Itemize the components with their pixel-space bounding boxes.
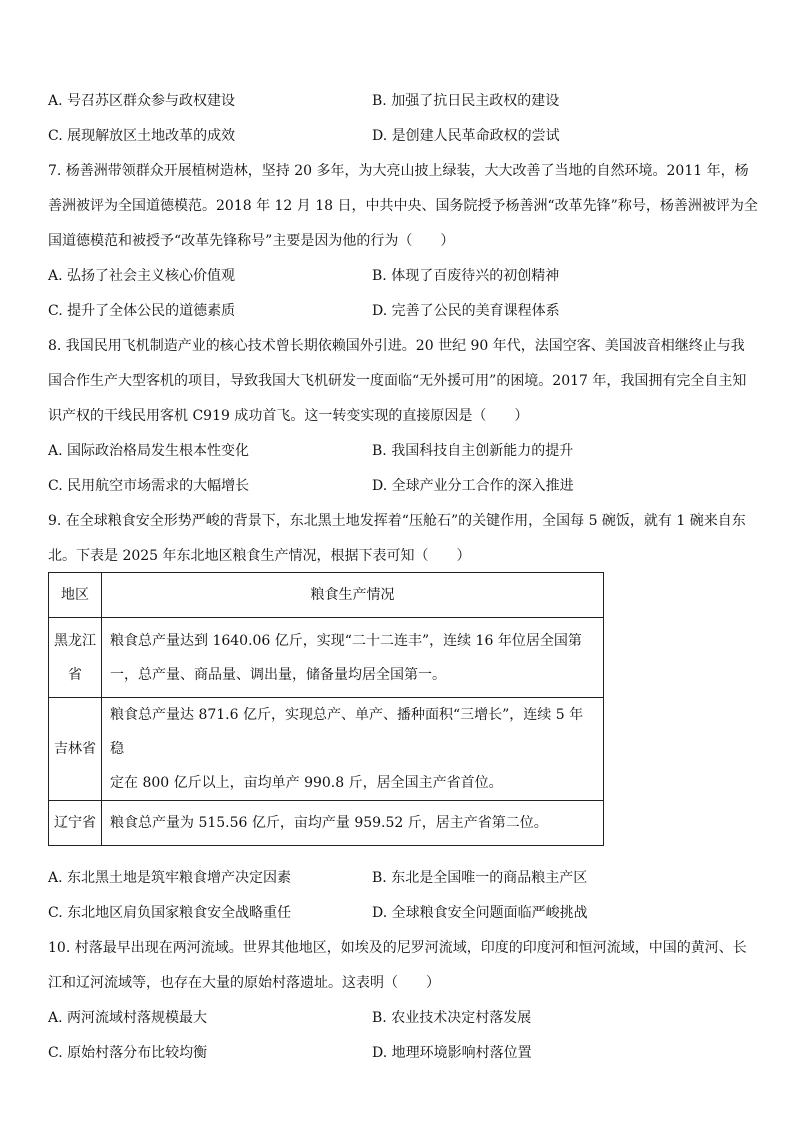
q8-option-b: B. 我国科技自主创新能力的提升	[372, 443, 574, 459]
grain-production-table	[48, 572, 604, 846]
q10-option-d: D. 地理环境影响村落位置	[372, 1045, 532, 1061]
table-cell-region	[49, 801, 102, 846]
q7-stem-line-2: 善洲被评为全国道德模范。2018 年 12 月 18 日，中共中央、国务院授予杨善洲“改革先锋”称号，杨善洲被评为全	[48, 198, 758, 214]
q8-option-d: D. 全球产业分工合作的深入推进	[372, 478, 574, 494]
q9-option-c: C. 东北地区肩负国家粮食安全战略重任	[48, 905, 292, 921]
table-row	[49, 698, 604, 801]
table-cell-desc	[102, 618, 604, 698]
table-cell-region	[49, 618, 102, 698]
table-header-production: 粮食生产情况	[102, 573, 604, 618]
desc-line: 粮食总产量为 515.56 亿斤，亩均产量 959.52 斤，居主产省第二位。	[110, 815, 548, 831]
region-line: 吉林省	[54, 741, 96, 757]
q6-option-c: C. 展现解放区土地改革的成效	[48, 128, 236, 144]
desc-line: 粮食总产量达 871.6 亿斤，实现总产、单产、播种面积“三增长”，连续 5 年稳	[110, 707, 584, 757]
q10-stem-line-1: 10. 村落最早出现在两河流域。世界其他地区，如埃及的尼罗河流域，印度的印度河和恒河流域，中国的黄河、长	[48, 940, 747, 956]
q8-stem-line-1: 8. 我国民用飞机制造产业的核心技术曾长期依赖国外引进。20 世纪 90 年代，法国空客、美国波音相继终止与我	[48, 338, 745, 354]
region-line: 辽宁省	[54, 815, 96, 831]
desc-line: 一，总产量、商品量、调出量，储备量均居全国第一。	[110, 666, 446, 683]
q10-stem-line-2: 江和辽河流域等，也存在大量的原始村落遗址。这表明（ ）	[48, 975, 440, 991]
q9-stem-line-2: 北。下表是 2025 年东北地区粮食生产情况，根据下表可知（ ）	[48, 548, 471, 564]
q10-option-a: A. 两河流域村落规模最大	[48, 1010, 208, 1026]
table-row	[49, 618, 604, 698]
q6-option-d: D. 是创建人民革命政权的尝试	[372, 128, 560, 144]
table-cell-desc	[102, 801, 604, 846]
q6-option-a: A. 号召苏区群众参与政权建设	[48, 93, 236, 109]
region-line: 黑龙江	[54, 632, 96, 649]
q7-option-a: A. 弘扬了社会主义核心价值观	[48, 268, 236, 284]
table-header-region: 地区	[49, 573, 102, 618]
table-header-row	[49, 573, 604, 618]
table-cell-region	[49, 698, 102, 801]
region-line: 省	[68, 666, 82, 683]
q8-option-a: A. 国际政治格局发生根本性变化	[48, 443, 250, 459]
q8-option-c: C. 民用航空市场需求的大幅增长	[48, 478, 250, 494]
desc-line: 定在 800 亿斤以上，亩均单产 990.8 斤，居全国主产省首位。	[110, 775, 503, 791]
q9-option-b: B. 东北是全国唯一的商品粮主产区	[372, 870, 588, 886]
q7-option-d: D. 完善了公民的美育课程体系	[372, 303, 560, 319]
q7-option-b: B. 体现了百废待兴的初创精神	[372, 268, 560, 284]
q8-stem-line-3: 识产权的干线民用客机 C919 成功首飞。这一转变实现的直接原因是（ ）	[48, 408, 529, 424]
table-row	[49, 801, 604, 846]
q9-stem-line-1: 9. 在全球粮食安全形势严峻的背景下，东北黑土地发挥着“压舱石”的关键作用，全国每 5 碗饭，就有 1 碗来自东	[48, 513, 746, 529]
desc-line: 粮食总产量达到 1640.06 亿斤，实现“二十二连丰”，连续 16 年位居全国第	[110, 632, 582, 649]
q9-option-a: A. 东北黑土地是筑牢粮食增产决定因素	[48, 870, 292, 886]
table-cell-desc	[102, 698, 604, 801]
q7-stem-line-3: 国道德模范和被授予“改革先锋称号”主要是因为他的行为（ ）	[48, 233, 455, 249]
q7-stem-line-1: 7. 杨善洲带领群众开展植树造林，坚持 20 多年，为大亮山披上绿装，大大改善了当地的自然环境。2011 年，杨	[48, 163, 749, 179]
q7-option-c: C. 提升了全体公民的道德素质	[48, 303, 236, 319]
q6-option-b: B. 加强了抗日民主政权的建设	[372, 93, 560, 109]
q9-option-d: D. 全球粮食安全问题面临严峻挑战	[372, 905, 588, 921]
q10-option-b: B. 农业技术决定村落发展	[372, 1010, 532, 1026]
q8-stem-line-2: 国合作生产大型客机的项目，导致我国大飞机研发一度面临“无外援可用”的困境。2017 年，我国拥有完全自主知	[48, 373, 747, 389]
q10-option-c: C. 原始村落分布比较均衡	[48, 1045, 208, 1061]
